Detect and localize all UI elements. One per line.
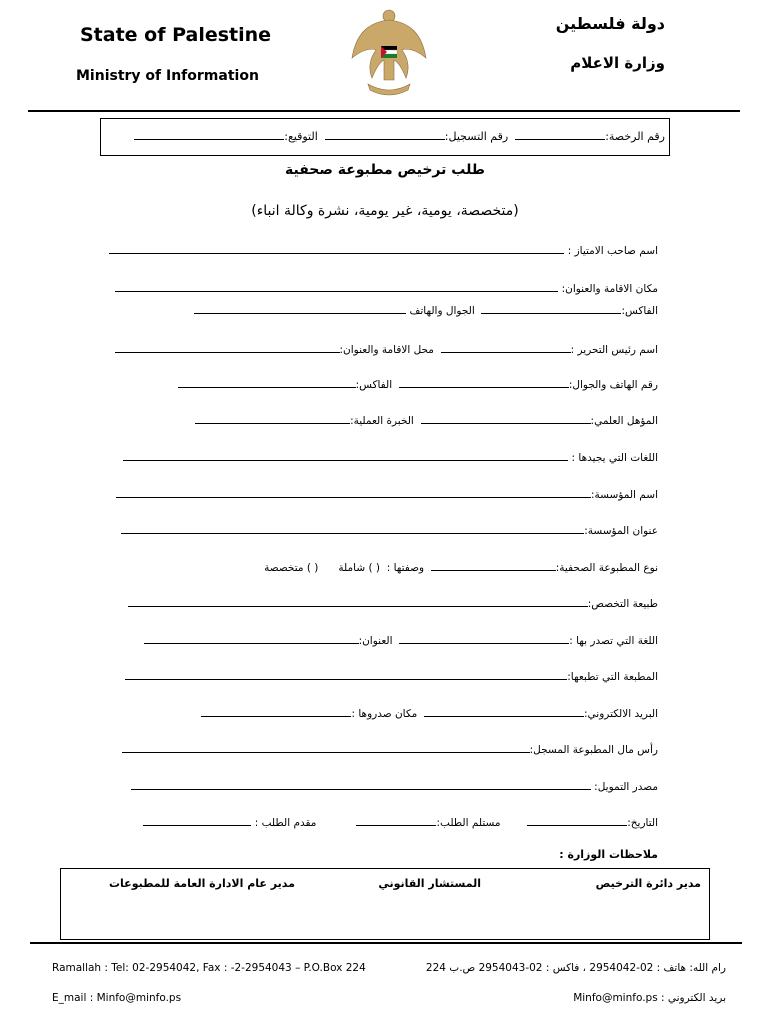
form-title: طلب ترخيص مطبوعة صحفية (285, 162, 485, 178)
qualification-field[interactable] (421, 412, 591, 424)
residence-address-label: مكان الاقامة والعنوان: (561, 283, 658, 295)
funding-source-label: مصدر التمويل: (594, 781, 658, 793)
date-field[interactable] (527, 814, 627, 826)
editor-name-label: اسم رئيس التحرير : (570, 344, 658, 356)
address-label: العنوان: (358, 635, 393, 647)
footer-email-en: E_mail : Minfo@minfo.ps (52, 992, 182, 1004)
institution-address-field[interactable] (121, 522, 584, 534)
footer-contact-ar: رام الله: هاتف : 02-2954042 ، فاكس : 02-2954043 ص.ب 224 (425, 962, 726, 974)
license-registration-box (100, 118, 670, 156)
registration-number-field[interactable] (325, 128, 445, 140)
qualification-label: المؤهل العلمي: (590, 415, 658, 427)
header-title-ar: دولة فلسطين (555, 14, 665, 33)
residence-address-field[interactable] (115, 280, 558, 292)
header-title-en: State of Palestine (80, 24, 272, 46)
publication-type-label: نوع المطبوعة الصحفية: (555, 562, 658, 574)
owner-name-label: اسم صاحب الامتياز : (567, 245, 658, 257)
printing-press-field[interactable] (125, 668, 567, 680)
qualification-row (114, 412, 658, 428)
editor-row (114, 341, 658, 357)
fax-mobile-row (114, 302, 658, 318)
printing-press-row (114, 668, 658, 684)
institution-address-label: عنوان المؤسسة: (584, 525, 658, 537)
header-divider (28, 110, 740, 112)
experience-field[interactable] (195, 412, 350, 424)
received-by-field[interactable] (356, 814, 436, 826)
publication-type-row (114, 559, 658, 575)
printing-press-label: المطبعة التي تطبعها: (567, 671, 658, 683)
funding-source-row (114, 778, 658, 794)
languages-label: اللغات التي يجيدها : (571, 452, 658, 464)
issue-place-field[interactable] (201, 705, 351, 717)
footer-divider (30, 942, 742, 944)
form-subtitle: (متخصصة، يومية، غير يومية، نشرة وكالة انباء) (251, 203, 519, 219)
registration-number-label: رقم التسجيل: (444, 130, 509, 143)
license-director-label: مدير دائرة الترخيص (595, 877, 701, 890)
funding-source-field[interactable] (131, 778, 591, 790)
palestine-eagle-emblem (348, 6, 430, 98)
signatures-box (60, 868, 710, 940)
fax2-label: الفاكس: (355, 379, 393, 391)
applicant-label: مقدم الطلب : (254, 817, 317, 829)
institution-name-field[interactable] (116, 486, 591, 498)
capital-label: رأس مال المطبوعة المسجل: (529, 744, 658, 756)
publication-type-field[interactable] (431, 559, 556, 571)
publication-language-row (114, 632, 658, 648)
description-label: وصفتها : (386, 562, 425, 574)
editor-residence-label: محل الاقامة والعنوان: (339, 344, 434, 356)
email-row (114, 705, 658, 721)
publication-language-label: اللغة التي تصدر بها : (569, 635, 658, 647)
specialty-nature-label: طبيعة التخصص: (587, 598, 658, 610)
signature-label: التوقيع: (284, 130, 318, 143)
header-ministry-ar: وزارة الاعلام (570, 54, 665, 72)
phone-fax-row (114, 376, 658, 392)
institution-address-row (114, 522, 658, 538)
fax-field[interactable] (481, 302, 621, 314)
languages-row (114, 449, 658, 465)
date-label: التاريخ: (627, 817, 658, 829)
phone-mobile-label: رقم الهاتف والجوال: (568, 379, 658, 391)
specialized-checkbox[interactable]: ( ) متخصصة (264, 562, 319, 574)
institution-name-row (114, 486, 658, 502)
fax2-field[interactable] (178, 376, 356, 388)
publication-language-field[interactable] (399, 632, 569, 644)
institution-name-label: اسم المؤسسة: (591, 489, 658, 501)
capital-row (114, 741, 658, 757)
applicant-field[interactable] (143, 814, 251, 826)
legal-advisor-label: المستشار القانوني (378, 877, 481, 890)
license-number-label: رقم الرخصة: (605, 130, 665, 143)
license-number-field[interactable] (515, 128, 605, 140)
ministry-notes-label: ملاحظات الوزارة : (559, 848, 658, 861)
languages-field[interactable] (123, 449, 568, 461)
comprehensive-checkbox[interactable]: ( ) شاملة (338, 562, 380, 574)
email-label: البريد الالكتروني: (584, 708, 658, 720)
specialty-nature-field[interactable] (128, 595, 588, 607)
owner-name-row (114, 242, 658, 258)
mobile-phone-label: الجوال والهاتف (409, 305, 475, 317)
specialty-nature-row (114, 595, 658, 611)
issue-place-label: مكان صدروها : (351, 708, 418, 720)
received-by-label: مستلم الطلب: (436, 817, 501, 829)
residence-address-row (114, 280, 658, 296)
footer-contact-en: Ramallah : Tel: 02-2954042, Fax : -2-2954043 – P.O.Box 224 (52, 962, 366, 974)
header-ministry-en: Ministry of Information (76, 68, 259, 84)
experience-label: الخبرة العملية: (350, 415, 414, 427)
mobile-phone-field[interactable] (194, 302, 406, 314)
editor-residence-field[interactable] (115, 341, 340, 353)
editor-name-field[interactable] (441, 341, 571, 353)
owner-name-field[interactable] (109, 242, 564, 254)
footer-email-ar: بريد الكتروني : Minfo@minfo.ps (573, 992, 726, 1004)
fax-label: الفاكس: (621, 305, 658, 317)
general-director-label: مدير عام الادارة العامة للمطبوعات (109, 877, 295, 890)
date-received-applicant-row (114, 814, 658, 830)
phone-mobile-field[interactable] (399, 376, 569, 388)
capital-field[interactable] (122, 741, 530, 753)
signature-field[interactable] (134, 128, 284, 140)
email-field[interactable] (424, 705, 584, 717)
address-field[interactable] (144, 632, 359, 644)
